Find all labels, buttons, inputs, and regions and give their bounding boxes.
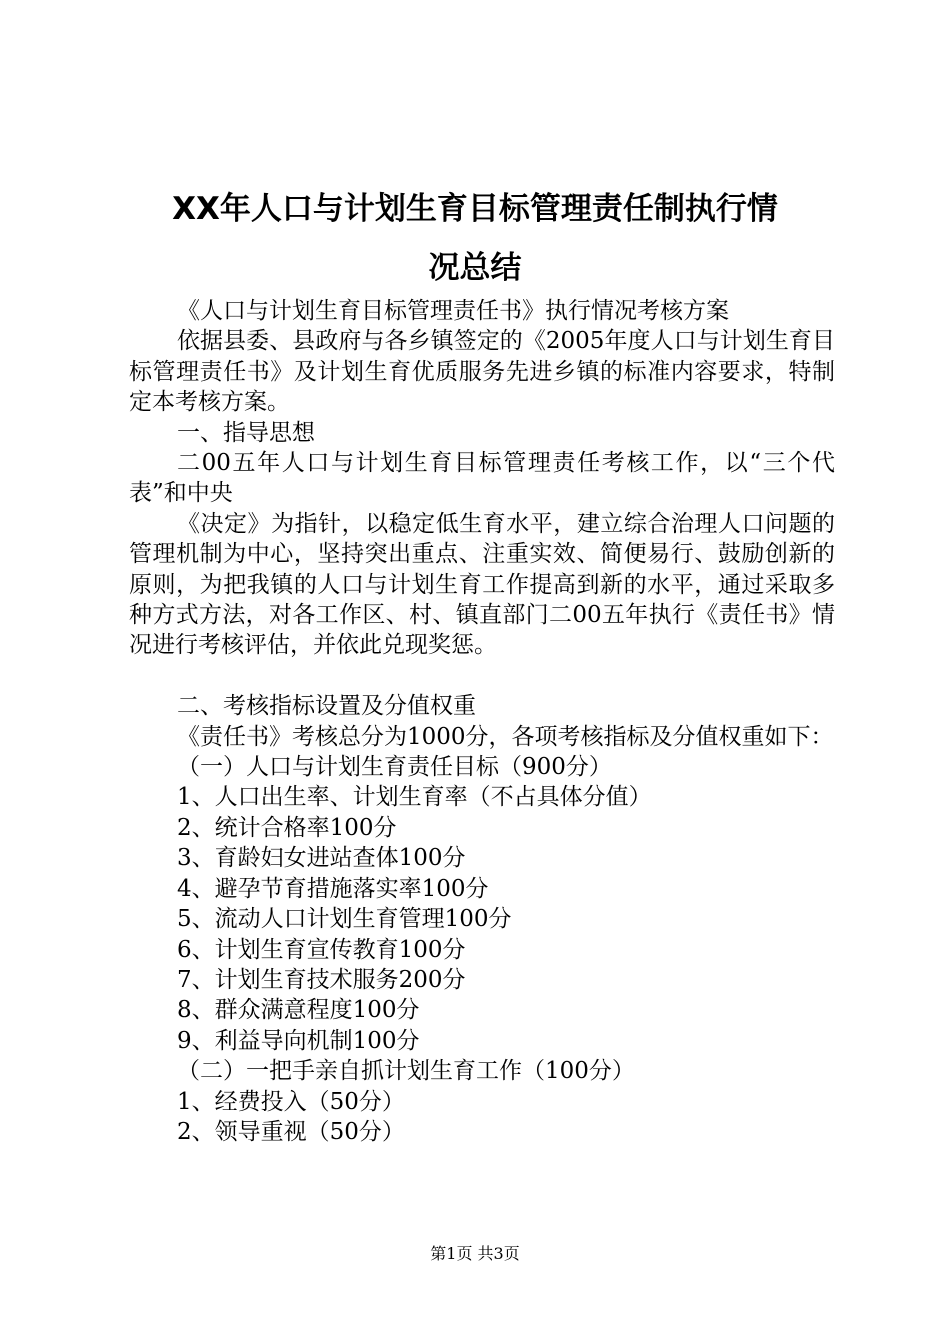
- blank-line: [129, 661, 835, 691]
- list-item: 4、避孕节育措施落实率100分: [177, 875, 489, 902]
- list-item: 8、群众满意程度100分: [177, 997, 420, 1024]
- intro-paragraph: 依据县委、县政府与各乡镇签定的《2005年度人口与计划生育目标管理责任书》及计划生育优质服务先进乡镇的标准内容要求，特制定本考核方案。: [129, 328, 835, 416]
- list-item: 1、人口出生率、计划生育率（不占具体分值）: [177, 784, 652, 811]
- list-item: 3、育龄妇女进站查体100分: [177, 845, 466, 872]
- list-item: 5、流动人口计划生育管理100分: [177, 906, 512, 933]
- page-footer: 第1页 共3页: [430, 1244, 520, 1263]
- subsection-heading-targets: （一）人口与计划生育责任目标（900分）: [177, 754, 612, 781]
- document-title-line-1: XX年人口与计划生育目标管理责任制执行情: [172, 191, 778, 227]
- section-heading-guiding-thought: 一、指导思想: [177, 419, 315, 446]
- list-item: 2、统计合格率100分: [177, 814, 397, 841]
- list-item: 9、利益导向机制100分: [177, 1027, 420, 1054]
- list-item: 7、计划生育技术服务200分: [177, 966, 466, 993]
- list-item: 1、经费投入（50分）: [177, 1088, 405, 1115]
- document-title-line-2: 况总结: [428, 250, 522, 286]
- guiding-thought-paragraph-1: 二00五年人口与计划生育目标管理责任考核工作，以“三个代表”和中央: [129, 450, 835, 507]
- section-heading-indicators: 二、考核指标设置及分值权重: [177, 693, 476, 720]
- scheme-heading: 《人口与计划生育目标管理责任书》执行情况考核方案: [177, 298, 729, 324]
- list-item: 6、计划生育宣传教育100分: [177, 936, 466, 963]
- list-item: 2、领导重视（50分）: [177, 1118, 405, 1145]
- subsection-heading-leadership: （二）一把手亲自抓计划生育工作（100分）: [177, 1058, 635, 1085]
- guiding-thought-paragraph-2: 《决定》为指针，以稳定低生育水平，建立综合治理人口问题的管理机制为中心，坚持突出重点、注重实效、简便易行、鼓励创新的原则，为把我镇的人口与计划生育工作提高到新的水平，通过采取多种方式方法，对各工作区、村、镇直部门二00五年执行《责任书》情况进行考核评估，并依此兑现奖惩。: [129, 510, 835, 659]
- indicators-intro-paragraph: 《责任书》考核总分为1000分，各项考核指标及分值权重如下：: [177, 723, 834, 750]
- document-body: [129, 296, 835, 1147]
